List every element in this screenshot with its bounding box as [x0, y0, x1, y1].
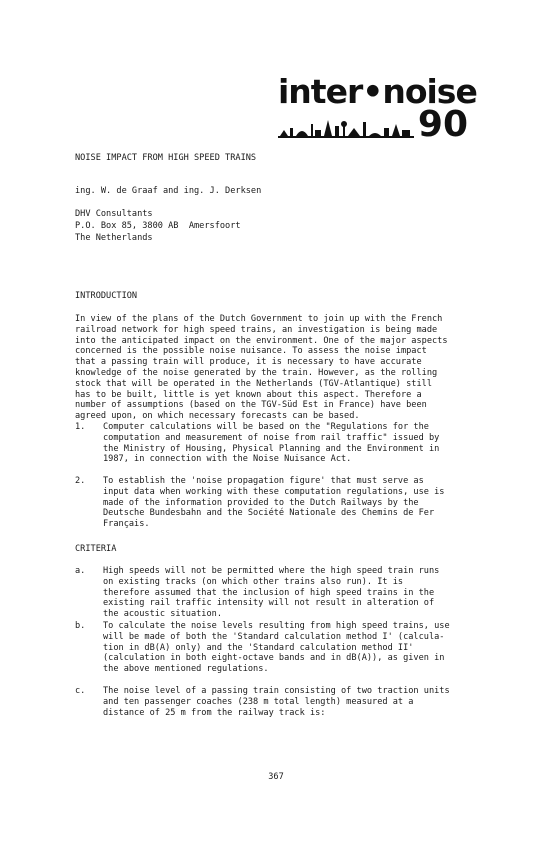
list-item-text: The noise level of a passing train consisting of two traction units and ten passenger coaches (238 m total length) measured at a distance of 25 m from the railway track is: — [103, 686, 450, 718]
logo-skyline-graphic — [278, 112, 414, 142]
list-item-text: High speeds will not be permitted where the high speed train runs on existing tracks (on which other trains also run). It is therefore assumed that the inclusion of high speed trains in the existing rail traffic intensity will not result in alteration of the acoustic situation. — [103, 566, 440, 620]
section-heading-introduction: INTRODUCTION — [75, 291, 138, 301]
list-item-label: 1. — [75, 422, 86, 432]
list-item-text: To calculate the noise levels resulting from high speed trains, use will be made of both the 'Standard calculation method I' (calcula- tion in dB(A) only) and the 'Standard calculation method II' (calculation in both eight-octave bands and in dB(A)), as given in the above mentioned regulations. — [103, 621, 450, 675]
list-item-label: b. — [75, 621, 86, 631]
section-heading-criteria: CRITERIA — [75, 544, 117, 554]
paper-title: NOISE IMPACT FROM HIGH SPEED TRAINS — [75, 153, 257, 163]
affiliation-line-1: DHV Consultants — [75, 209, 153, 219]
list-item-label: c. — [75, 686, 86, 696]
logo-year: 90 — [417, 104, 468, 145]
logo-wordmark: inter•noise — [278, 72, 477, 111]
page-number: 367 — [268, 772, 284, 782]
list-item-label: 2. — [75, 476, 86, 486]
authors: ing. W. de Graaf and ing. J. Derksen — [75, 186, 262, 196]
affiliation-line-2: P.O. Box 85, 3800 AB Amersfoort — [75, 221, 241, 231]
list-item-text: Computer calculations will be based on the "Regulations for the computation and measurement of noise from rail traffic" issued by the Ministry of Housing, Physical Planning and the Environment in 1987, in connection with the Noise Nuisance Act. — [103, 422, 440, 465]
list-item-label: a. — [75, 566, 86, 576]
list-item-text: To establish the 'noise propagation figure' that must serve as input data when working with these computation regulations, use is made of the information provided to the Dutch Railways by the Deutsche Bundesbahn and the Société Nationale des Chemins de Fer Français. — [103, 476, 445, 530]
introduction-paragraph: In view of the plans of the Dutch Government to join up with the French railroad network for high speed trains, an investigation is being made into the anticipated impact on the environment. One of the major aspects concerned is the possible noise nuisance. To assess the noise impact that a passing train will produce, it is necessary to have accurate knowledge of the noise generated by the train. However, as the rolling stock that will be operated in the Netherlands (TGV-Atlantique) still has to be built, little is yet known about this aspect. Therefore a number of assumptions (based on the TGV-Süd Est in France) have been agreed upon, on which necessary forecasts can be based. — [75, 314, 448, 422]
conference-logo — [278, 72, 477, 145]
affiliation-line-3: The Netherlands — [75, 233, 153, 243]
